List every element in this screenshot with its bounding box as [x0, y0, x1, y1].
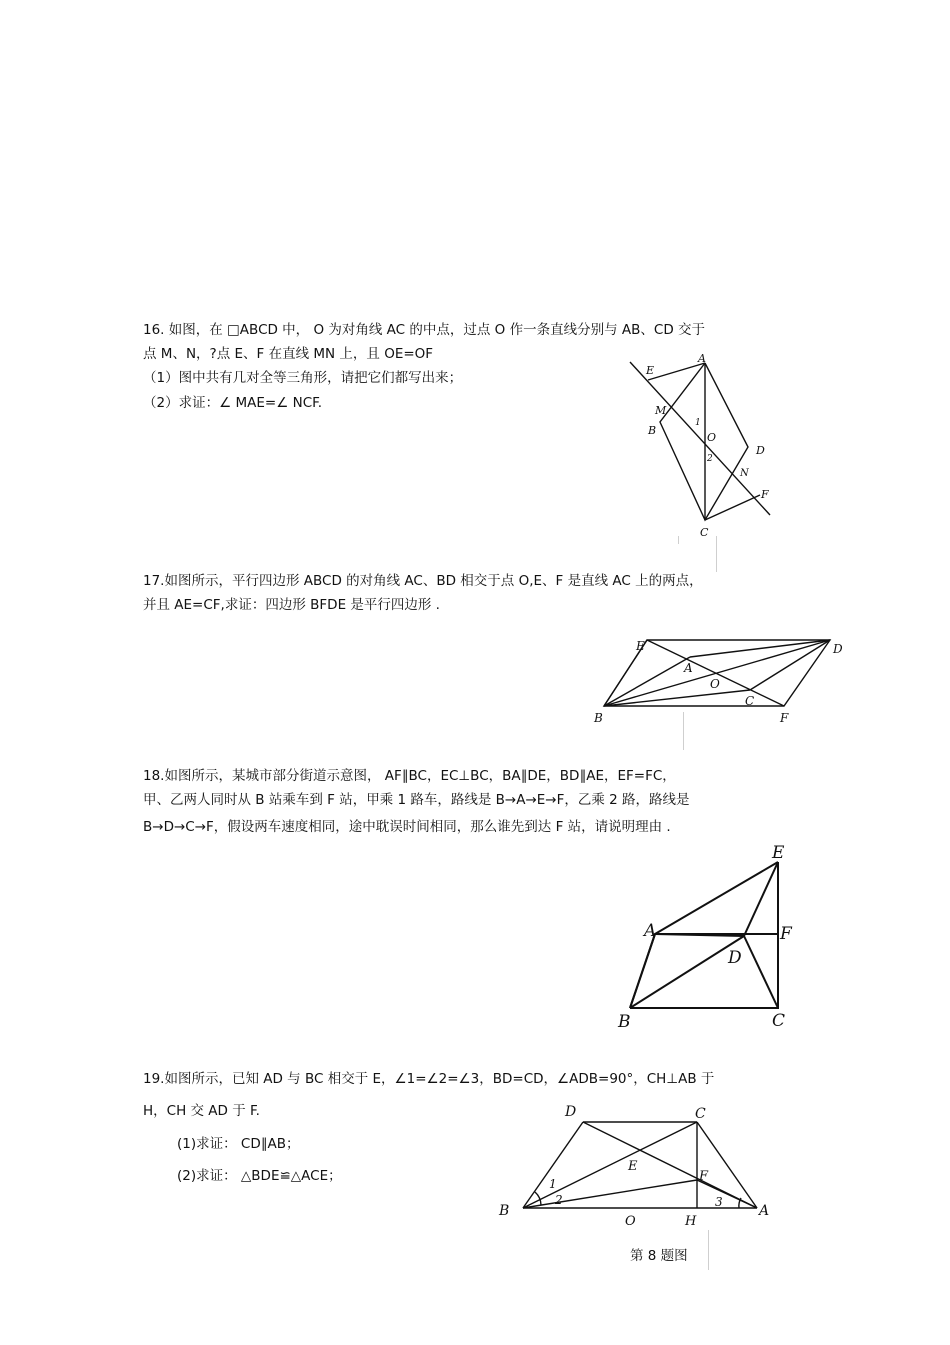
p16-label-A: A	[698, 352, 706, 365]
p19-label-D: D	[565, 1104, 577, 1120]
p16-label-2: 2	[707, 454, 713, 464]
p19-line-1: 19.如图所示，已知 AD 与 BC 相交于 E，∠1=∠2=∠3，BD=CD，∠ADB=90°，CH⊥AB 于	[143, 1071, 715, 1087]
p18-line-2: 甲、乙两人同时从 B 站乘车到 F 站，甲乘 1 路车，路线是 B→A→E→F，乙乘 2 路，路线是	[143, 792, 690, 808]
divider	[716, 536, 717, 572]
p19-label-2: 2	[555, 1193, 563, 1207]
p17-label-D: D	[833, 642, 843, 656]
p16-line-1: 16. 如图，在 □ABCD 中， O 为对角线 AC 的中点，过点 O 作一条直线分别与 AB、CD 交于	[143, 322, 706, 338]
p19-label-B: B	[499, 1203, 510, 1219]
p16-figure	[620, 350, 790, 540]
p17-line-2: 并且 AE=CF,求证：四边形 BFDE 是平行四边形 .	[143, 597, 440, 613]
p17-label-B: B	[594, 711, 603, 725]
p17-label-F: F	[780, 711, 789, 725]
p18-line-1: 18.如图所示，某城市部分街道示意图， AF∥BC，EC⊥BC，BA∥DE，BD∥AE，EF=FC，	[143, 768, 676, 784]
p17-label-E: E	[636, 639, 645, 653]
p18-line-3: B→D→C→F，假设两车速度相同，途中耽误时间相同，那么谁先到达 F 站，请说明理由 .	[143, 819, 671, 835]
p16-label-E: E	[646, 364, 655, 377]
p19-label-A: A	[759, 1203, 770, 1219]
p19-line-4: (2)求证： △BDE≌△ACE；	[177, 1168, 342, 1184]
p16-line-3: （1）图中共有几对全等三角形，请把它们都写出来；	[143, 370, 463, 386]
p19-label-1: 1	[549, 1177, 557, 1191]
p16-line-2: 点 M、N，?点 E、F 在直线 MN 上，且 OE=OF	[143, 346, 434, 362]
p16-label-C: C	[700, 526, 709, 539]
p19-caption: 第 8 题图	[630, 1248, 688, 1264]
p16-label-1: 1	[695, 418, 701, 428]
p17-label-C: C	[745, 694, 755, 708]
p18-label-E: E	[772, 843, 785, 863]
p19-label-O: O	[625, 1214, 636, 1229]
p17-label-A: A	[684, 661, 693, 675]
p19-label-C: C	[695, 1106, 706, 1122]
p16-label-O: O	[707, 431, 717, 444]
p19-label-F: F	[699, 1169, 709, 1184]
p18-label-A: A	[644, 921, 657, 941]
p19-label-E: E	[628, 1159, 638, 1174]
p19-line-3: (1)求证： CD∥AB；	[177, 1136, 300, 1152]
divider	[683, 712, 684, 750]
p17-figure	[590, 630, 850, 730]
p17-line-1: 17.如图所示，平行四边形 ABCD 的对角线 AC、BD 相交于点 O,E、F 是直线 AC 上的两点，	[143, 573, 703, 589]
p16-label-M: M	[655, 404, 667, 417]
divider	[678, 536, 679, 544]
p17-label-O: O	[710, 677, 720, 691]
p16-label-F: F	[761, 488, 769, 501]
p19-label-H: H	[685, 1214, 697, 1229]
p18-label-D: D	[728, 948, 742, 968]
p16-label-N: N	[740, 468, 749, 479]
p19-label-3: 3	[715, 1195, 723, 1209]
p18-label-B: B	[618, 1012, 631, 1032]
p18-label-F: F	[780, 924, 792, 944]
p18-label-C: C	[772, 1011, 786, 1031]
p16-label-B: B	[648, 424, 657, 437]
p18-figure	[610, 840, 810, 1040]
p19-figure	[495, 1100, 785, 1230]
p16-label-D: D	[756, 444, 765, 457]
divider	[708, 1230, 709, 1270]
p16-line-4: （2）求证：∠ MAE=∠ NCF.	[143, 395, 323, 411]
p19-line-2: H，CH 交 AD 于 F.	[143, 1103, 260, 1119]
